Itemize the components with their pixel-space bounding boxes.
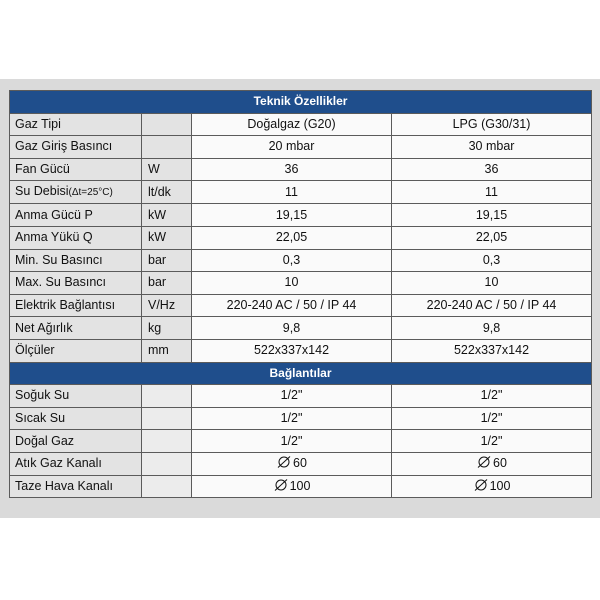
value-lpg: 11 — [392, 181, 592, 204]
value-lpg: 1/2" — [392, 407, 592, 430]
row-unit: bar — [142, 249, 192, 272]
value-natural-gas: 36 — [192, 158, 392, 181]
row-unit: kW — [142, 204, 192, 227]
table-row — [10, 181, 592, 204]
table-row — [10, 475, 592, 498]
value-lpg: 19,15 — [392, 204, 592, 227]
row-label: Gaz Tipi — [10, 113, 142, 136]
row-unit — [142, 452, 192, 475]
value-lpg: 1/2" — [392, 430, 592, 453]
table-row — [10, 317, 592, 340]
value-natural-gas: 522x337x142 — [192, 339, 392, 362]
value-natural-gas: 0,3 — [192, 249, 392, 272]
diameter-value: 100 — [289, 478, 311, 493]
value-natural-gas: 9,8 — [192, 317, 392, 340]
row-label: Ölçüler — [10, 339, 142, 362]
value-natural-gas — [192, 475, 392, 498]
row-label: Net Ağırlık — [10, 317, 142, 340]
value-lpg — [392, 475, 592, 498]
value-lpg: 522x337x142 — [392, 339, 592, 362]
row-unit: bar — [142, 272, 192, 295]
row-unit: lt/dk — [142, 181, 192, 204]
value-natural-gas — [192, 452, 392, 475]
row-unit: V/Hz — [142, 294, 192, 317]
value-natural-gas: 22,05 — [192, 226, 392, 249]
section-title: Bağlantılar — [10, 362, 592, 385]
diameter-value: 60 — [293, 456, 307, 471]
value-lpg: 0,3 — [392, 249, 592, 272]
row-unit: kg — [142, 317, 192, 340]
row-label: Taze Hava Kanalı — [10, 475, 142, 498]
row-unit: mm — [142, 339, 192, 362]
row-label-note: (Δt=25°C) — [68, 187, 113, 199]
row-unit — [142, 475, 192, 498]
row-unit: kW — [142, 226, 192, 249]
row-unit — [142, 385, 192, 408]
value-lpg: 220-240 AC / 50 / IP 44 — [392, 294, 592, 317]
diameter-value: 60 — [493, 456, 507, 471]
table-body — [10, 91, 592, 498]
row-label: Atık Gaz Kanalı — [10, 452, 142, 475]
row-label: Doğal Gaz — [10, 430, 142, 453]
table-row — [10, 294, 592, 317]
row-unit — [142, 430, 192, 453]
value-lpg: 30 mbar — [392, 136, 592, 159]
table-row — [10, 407, 592, 430]
row-label: Anma Gücü P — [10, 204, 142, 227]
row-label: Sıcak Su — [10, 407, 142, 430]
value-natural-gas: 10 — [192, 272, 392, 295]
table-row — [10, 452, 592, 475]
row-label — [10, 181, 142, 204]
value-natural-gas: 220-240 AC / 50 / IP 44 — [192, 294, 392, 317]
value-natural-gas: 1/2" — [192, 385, 392, 408]
spec-sheet — [0, 79, 600, 518]
table-row — [10, 272, 592, 295]
table-row — [10, 158, 592, 181]
table-row — [10, 339, 592, 362]
row-label: Gaz Giriş Basıncı — [10, 136, 142, 159]
diameter-icon — [273, 479, 289, 491]
table-row — [10, 430, 592, 453]
row-unit — [142, 136, 192, 159]
table-row — [10, 113, 592, 136]
row-label-text: Su Debisi — [15, 184, 69, 199]
value-natural-gas: 1/2" — [192, 430, 392, 453]
row-label: Anma Yükü Q — [10, 226, 142, 249]
row-label: Max. Su Basıncı — [10, 272, 142, 295]
value-lpg: 1/2" — [392, 385, 592, 408]
technical-specifications-table — [9, 90, 592, 498]
value-lpg: 36 — [392, 158, 592, 181]
row-label: Min. Su Basıncı — [10, 249, 142, 272]
table-row — [10, 249, 592, 272]
row-label: Soğuk Su — [10, 385, 142, 408]
value-lpg: 10 — [392, 272, 592, 295]
table-row — [10, 385, 592, 408]
row-unit — [142, 407, 192, 430]
section-header-connections — [10, 362, 592, 385]
value-natural-gas: 19,15 — [192, 204, 392, 227]
row-unit — [142, 113, 192, 136]
value-lpg: 9,8 — [392, 317, 592, 340]
row-unit: W — [142, 158, 192, 181]
table-row — [10, 226, 592, 249]
row-label: Fan Gücü — [10, 158, 142, 181]
value-natural-gas: 11 — [192, 181, 392, 204]
section-title: Teknik Özellikler — [10, 91, 592, 114]
diameter-icon — [276, 456, 292, 468]
table-row — [10, 136, 592, 159]
diameter-icon — [476, 456, 492, 468]
value-lpg — [392, 452, 592, 475]
value-natural-gas: Doğalgaz (G20) — [192, 113, 392, 136]
value-natural-gas: 20 mbar — [192, 136, 392, 159]
value-lpg: 22,05 — [392, 226, 592, 249]
value-lpg: LPG (G30/31) — [392, 113, 592, 136]
table-row — [10, 204, 592, 227]
diameter-icon — [473, 479, 489, 491]
section-header-technical — [10, 91, 592, 114]
row-label: Elektrik Bağlantısı — [10, 294, 142, 317]
value-natural-gas: 1/2" — [192, 407, 392, 430]
diameter-value: 100 — [489, 478, 511, 493]
